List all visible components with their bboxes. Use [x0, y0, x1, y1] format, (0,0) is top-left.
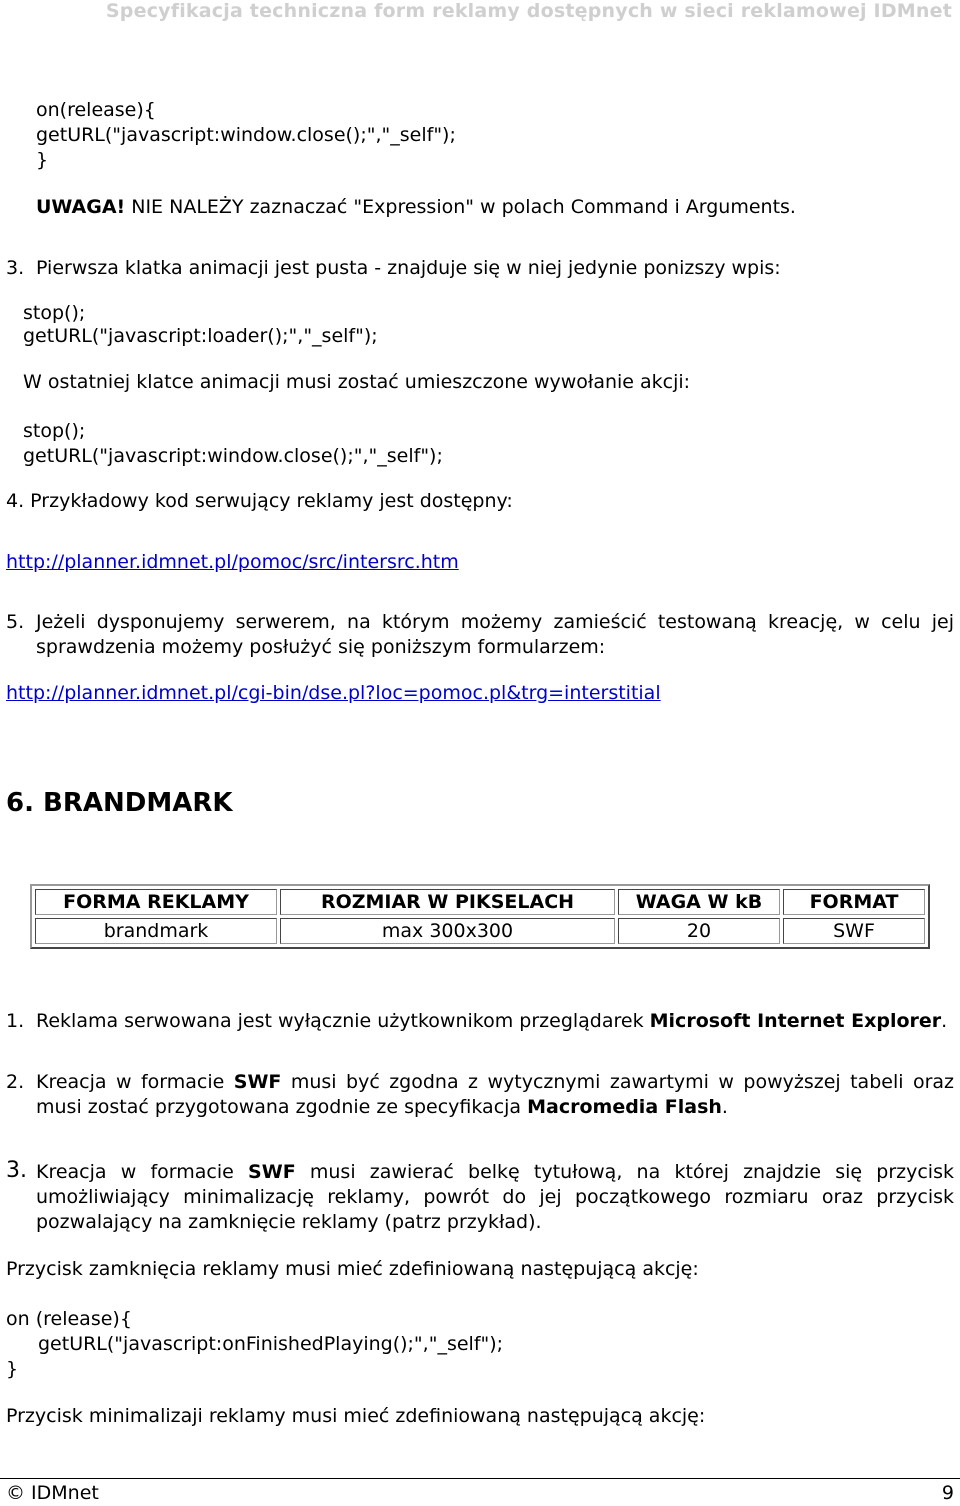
table-cell: SWF — [783, 918, 925, 944]
page-header-title: Specyfikacja techniczna form reklamy dostępnych w sieci reklamowej IDMnet — [105, 0, 952, 22]
point-number: 3. — [6, 1158, 27, 1183]
paragraph: W ostatniej klatce animacji musi zostać umieszczone wywołanie akcji: — [23, 371, 691, 393]
paragraph: Przycisk zamknięcia reklamy musi mieć zdefiniowaną następującą akcję: — [6, 1258, 699, 1280]
point-text — [36, 1160, 954, 1235]
point-text-part: Kreacja w formacie — [36, 1161, 249, 1183]
table-cell: max 300x300 — [280, 918, 615, 944]
spec-table — [30, 884, 930, 949]
point-text — [36, 1009, 947, 1034]
test-form-link[interactable]: http://planner.idmnet.pl/cgi-bin/dse.pl?loc=pomoc.pl&trg=interstitial — [6, 682, 661, 704]
warning-label: UWAGA! — [36, 196, 126, 218]
point-text-bold: SWF — [233, 1071, 282, 1093]
code-line: } — [6, 1358, 19, 1380]
point-text-part: musi być zgodna z wytycznymi zawartymi w powyższej tabeli oraz musi zostać przygotowana zgodnie ze specyfikacja — [36, 1071, 954, 1118]
code-line: on (release){ — [6, 1308, 132, 1330]
code-line: getURL("javascript:window.close();","_self"); — [36, 124, 456, 146]
warning-note — [36, 195, 796, 220]
point-text-part: musi zawierać belkę tytułową, na której znajdzie się przycisk umożliwiający minimalizację reklamy, powrót do jej początkowego rozmiaru oraz przycisk pozwalający na zamknięcie reklamy (patrz przykład). — [36, 1161, 954, 1233]
point-text-bold: Microsoft Internet Explorer — [649, 1010, 942, 1032]
table-header-cell: ROZMIAR W PIKSELACH — [280, 889, 615, 915]
point-text-bold: Macromedia Flash — [527, 1096, 722, 1118]
point-text — [36, 1070, 954, 1120]
item-text: 4. Przykładowy kod serwujący reklamy jest dostępny: — [6, 490, 513, 512]
code-line: getURL("javascript:loader();","_self"); — [23, 325, 378, 347]
code-line: getURL("javascript:onFinishedPlaying();","_self"); — [38, 1333, 504, 1355]
warning-text: NIE NALEŻY zaznaczać "Expression" w polach Command i Arguments. — [125, 196, 796, 218]
item-text: Jeżeli dysponujemy serwerem, na którym możemy zamieścić testowaną kreację, w celu jej sprawdzenia możemy posłużyć się poniższym formularzem: — [36, 611, 954, 658]
code-line: getURL("javascript:window.close();","_self"); — [23, 445, 443, 467]
point-text-part: Reklama serwowana jest wyłącznie użytkownikom przeglądarek — [36, 1010, 650, 1032]
paragraph: Przycisk minimalizaji reklamy musi mieć zdefiniowaną następującą akcję: — [6, 1405, 706, 1427]
item-number: 3. — [6, 257, 25, 279]
point-number: 2. — [6, 1071, 25, 1093]
table-cell: brandmark — [35, 918, 277, 944]
point-text-part: . — [941, 1010, 948, 1032]
table-header-row — [35, 889, 925, 915]
point-text-bold: SWF — [248, 1161, 296, 1183]
code-line: stop(); — [23, 302, 86, 324]
point-number: 1. — [6, 1010, 25, 1032]
section-title: 6. BRANDMARK — [6, 788, 233, 818]
item-number: 5. — [6, 611, 25, 633]
intersrc-link[interactable]: http://planner.idmnet.pl/pomoc/src/intersrc.htm — [6, 551, 459, 573]
code-line: stop(); — [23, 420, 86, 442]
code-line: } — [36, 149, 49, 171]
table-header-cell: WAGA W kB — [618, 889, 780, 915]
point-text-part: . — [721, 1096, 728, 1118]
footer-copyright: © IDMnet — [6, 1482, 99, 1504]
point-text-part: Kreacja w formacie — [36, 1071, 234, 1093]
table-cell: 20 — [618, 918, 780, 944]
table-row — [35, 918, 925, 944]
footer-divider — [0, 1478, 960, 1479]
code-line: on(release){ — [36, 99, 156, 121]
table-header-cell: FORMA REKLAMY — [35, 889, 277, 915]
page-number: 9 — [941, 1482, 954, 1504]
table-header-cell: FORMAT — [783, 889, 925, 915]
item-text: Pierwsza klatka animacji jest pusta - znajduje się w niej jedynie ponizszy wpis: — [36, 257, 781, 279]
